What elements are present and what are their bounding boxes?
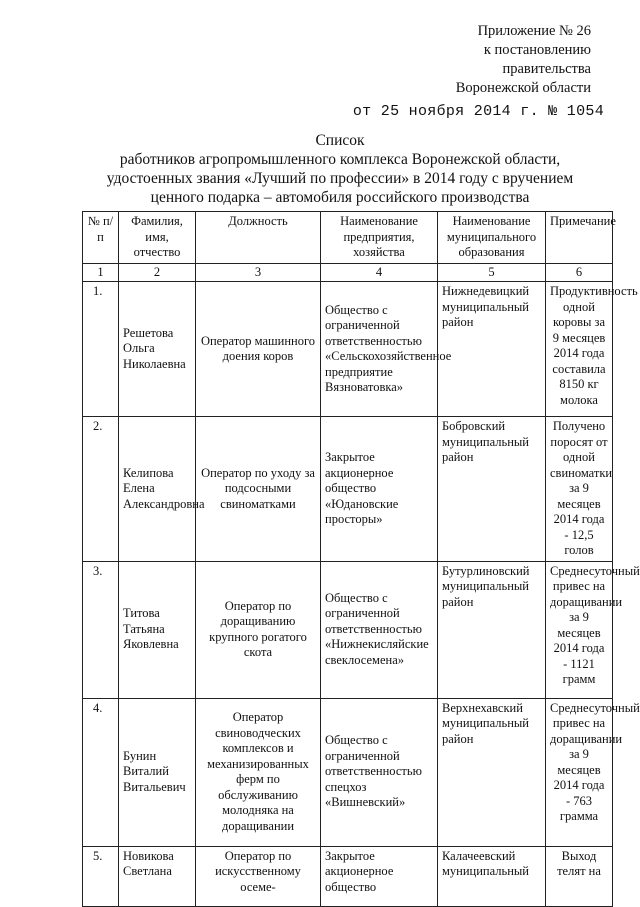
col-number: 5 xyxy=(438,263,546,282)
appendix-line-2: к постановлению xyxy=(483,42,591,58)
col-number: 4 xyxy=(321,263,438,282)
col-number: 6 xyxy=(546,263,613,282)
row-municipality: Бобровский муниципальный район xyxy=(438,417,546,562)
row-municipality: Нижнедевицкий муниципальный район xyxy=(438,282,546,417)
row-position: Оператор по искусственному осеме- xyxy=(196,846,321,906)
title-line-4: ценного подарка – автомобиля российского производства xyxy=(150,189,530,206)
row-enterprise: Общество с ограниченной ответственностью «Сельскохозяйственное предприятие Вязноватовка» xyxy=(321,282,438,417)
row-num: 1. xyxy=(83,282,119,417)
header-num: № п/п xyxy=(83,212,119,264)
row-num: 2. xyxy=(83,417,119,562)
appendix-line-4: Воронежской области xyxy=(455,80,591,96)
appendix-block xyxy=(456,22,591,98)
row-municipality: Верхнехавский муниципальный район xyxy=(438,698,546,846)
row-num: 5. xyxy=(83,846,119,906)
row-position: Оператор машинного доения коров xyxy=(196,282,321,417)
title-line-3: удостоенных звания «Лучший по профессии» в 2014 году с вручением xyxy=(106,170,574,187)
appendix-line-1: Приложение № 26 xyxy=(477,23,591,39)
row-note: Продуктивность одной коровы за 9 месяцев 2014 года составила 8150 кг молока xyxy=(546,282,613,417)
row-fio: Келипова Елена Александровна xyxy=(119,417,196,562)
row-fio: Решетова Ольга Николаевна xyxy=(119,282,196,417)
table-row xyxy=(83,282,613,417)
row-enterprise: Общество с ограниченной ответственностью «Нижнекисляйские свеклосемена» xyxy=(321,561,438,698)
header-position: Должность xyxy=(196,212,321,264)
title-line-2: работников агропромышленного комплекса Воронежской области, xyxy=(119,151,561,168)
row-enterprise: Закрытое акционерное общество xyxy=(321,846,438,906)
col-number: 2 xyxy=(119,263,196,282)
title-line-1: Список xyxy=(315,132,365,149)
table-row xyxy=(83,846,613,906)
header-note: Примечание xyxy=(546,212,613,264)
row-num: 3. xyxy=(83,561,119,698)
row-fio: Титова Татьяна Яковлевна xyxy=(119,561,196,698)
row-fio: Новикова Светлана xyxy=(119,846,196,906)
header-fio: Фамилия, имя, отчество xyxy=(119,212,196,264)
appendix-line-3: правительства xyxy=(502,61,591,77)
decree-reference: от 25 ноября 2014 г. № 1054 xyxy=(352,103,604,120)
document-title xyxy=(70,131,610,207)
table-row xyxy=(83,417,613,562)
col-number: 1 xyxy=(83,263,119,282)
row-num: 4. xyxy=(83,698,119,846)
row-note: Среднесуточный привес на доращивании за 9 месяцев 2014 года - 1121 грамм xyxy=(546,561,613,698)
header-municipality: Наименование муниципального образования xyxy=(438,212,546,264)
row-position: Оператор по доращиванию крупного рогатого скота xyxy=(196,561,321,698)
row-note: Выход телят на xyxy=(546,846,613,906)
row-enterprise: Общество с ограниченной ответственностью спецхоз «Вишневский» xyxy=(321,698,438,846)
row-position: Оператор по уходу за подсосными свиноматками xyxy=(196,417,321,562)
row-municipality: Калачеевский муниципальный xyxy=(438,846,546,906)
row-note: Получено поросят от одной свиноматки за 9 месяцев 2014 года - 12,5 голов xyxy=(546,417,613,562)
row-enterprise: Закрытое акционерное общество «Юдановские просторы» xyxy=(321,417,438,562)
row-position: Оператор свиноводческих комплексов и механизированных ферм по обслуживанию молодняка на доращивании xyxy=(196,698,321,846)
row-municipality: Бутурлиновский муниципальный район xyxy=(438,561,546,698)
table-row xyxy=(83,698,613,846)
awardees-table xyxy=(82,211,640,907)
table-row xyxy=(83,561,613,698)
row-note: Среднесуточный привес на доращивании за 9 месяцев 2014 года - 763 грамма xyxy=(546,698,613,846)
col-number: 3 xyxy=(196,263,321,282)
row-fio: Бунин Виталий Витальевич xyxy=(119,698,196,846)
header-enterprise: Наименование предприятия, хозяйства xyxy=(321,212,438,264)
